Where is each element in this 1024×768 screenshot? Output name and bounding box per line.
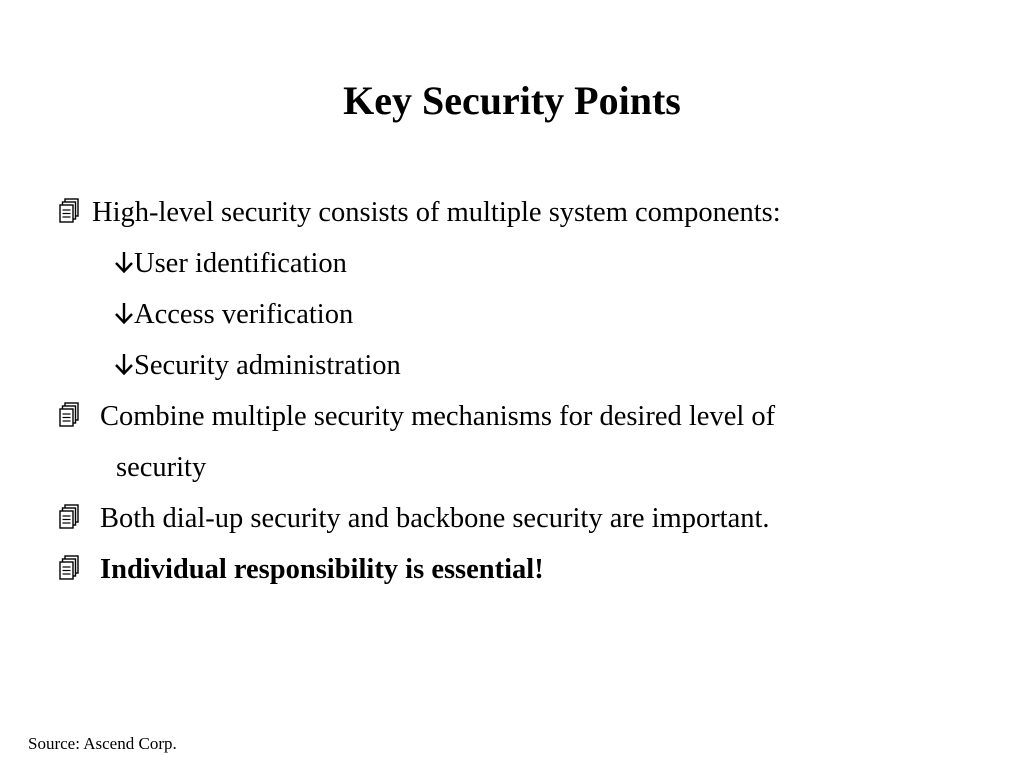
bullet-text: High-level security consists of multiple system components:	[92, 197, 781, 228]
sub-bullet-item	[58, 340, 978, 391]
bullet-list	[58, 187, 978, 595]
source-citation: Source: Ascend Corp.	[28, 734, 177, 753]
stacked-document-icon	[58, 198, 80, 224]
bullet-continuation-text: security	[116, 452, 207, 483]
stacked-document-icon	[58, 555, 80, 581]
bullet-text-emphasis: Individual responsibility is essential!	[100, 554, 544, 585]
slide-title: Key Security Points	[343, 78, 681, 123]
sub-bullet-item	[58, 289, 978, 340]
bullet-continuation	[58, 442, 978, 493]
stacked-document-icon	[58, 504, 80, 530]
bullet-item	[58, 493, 978, 544]
down-arrow-icon	[114, 301, 134, 325]
bullet-item	[58, 544, 978, 595]
bullet-item	[58, 187, 978, 238]
bullet-text: Both dial-up security and backbone security are important.	[100, 503, 770, 534]
sub-bullet-text: Security administration	[134, 350, 401, 381]
down-arrow-icon	[114, 250, 134, 274]
sub-bullet-text: User identification	[134, 248, 347, 279]
bullet-text: Combine multiple security mechanisms for desired level of	[100, 401, 776, 432]
sub-bullet-text: Access verification	[134, 299, 354, 330]
bullet-item	[58, 391, 978, 442]
stacked-document-icon	[58, 402, 80, 428]
sub-bullet-item	[58, 238, 978, 289]
down-arrow-icon	[114, 352, 134, 376]
